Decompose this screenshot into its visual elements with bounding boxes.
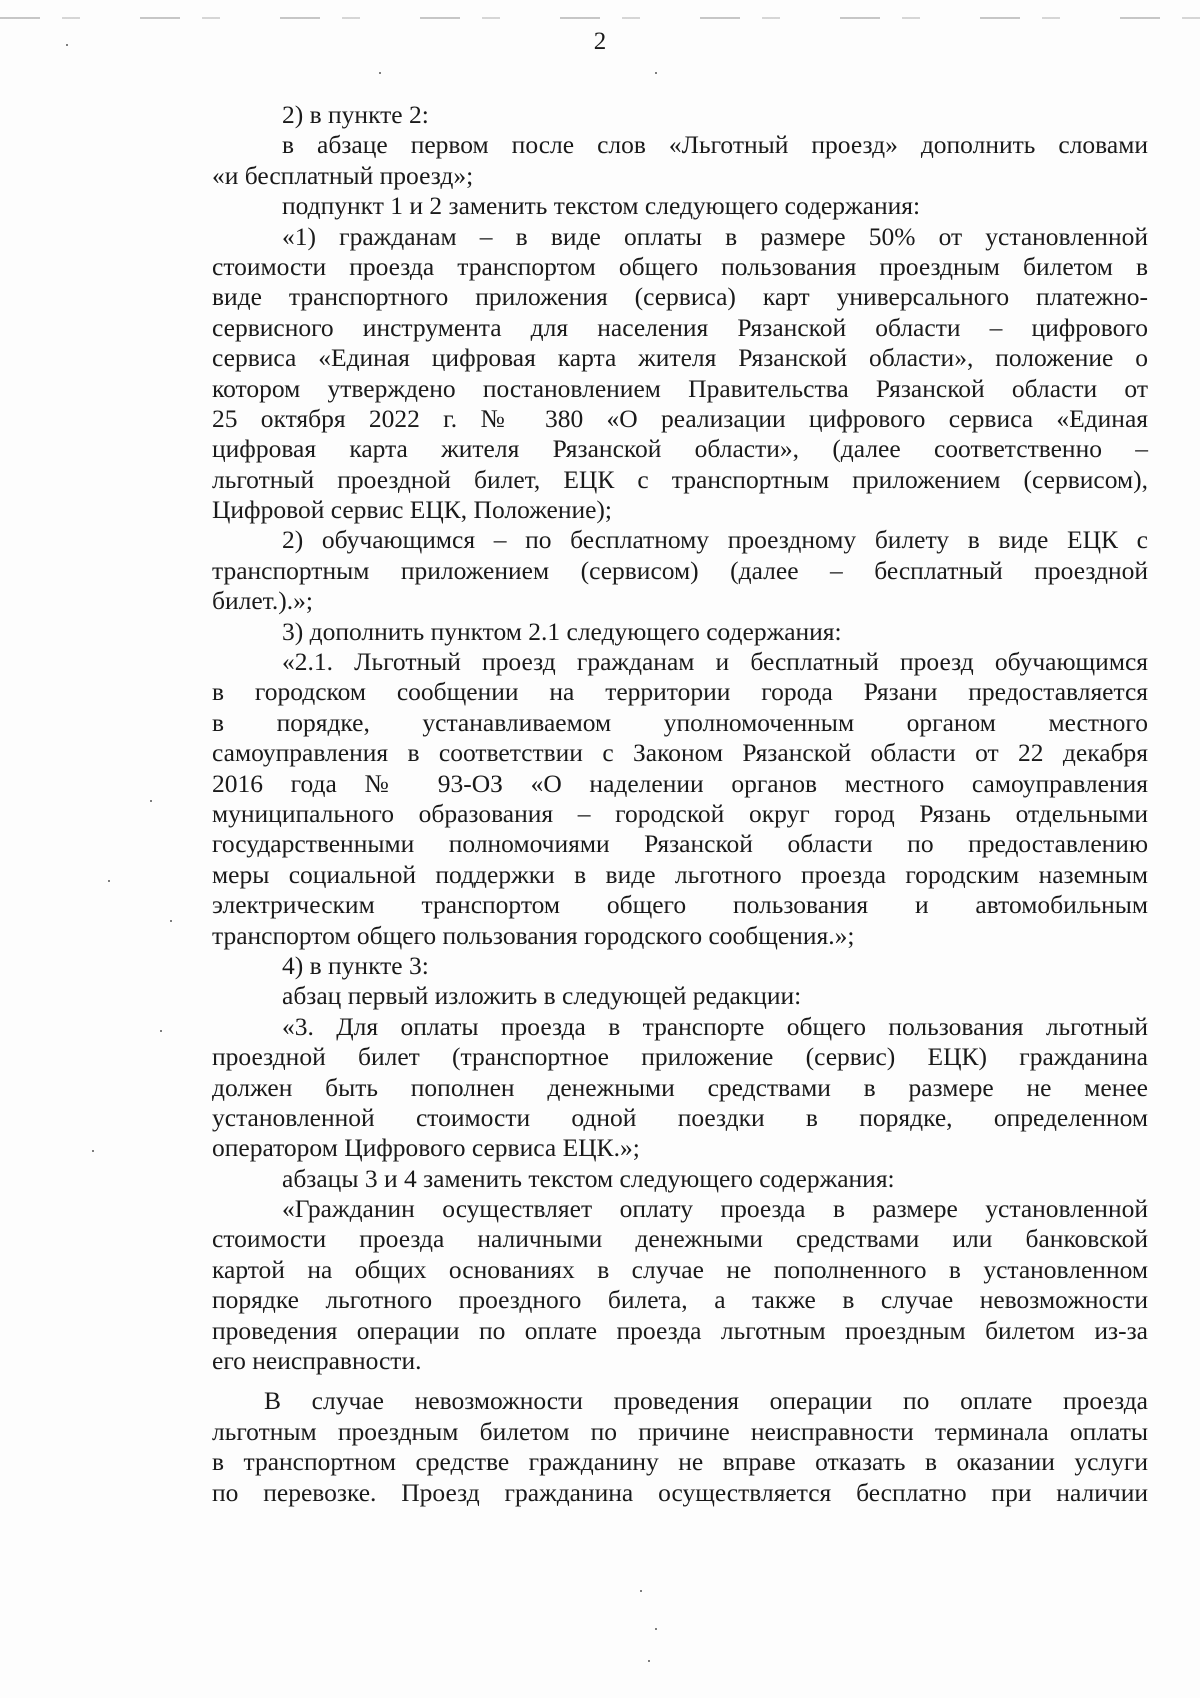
text-line: подпункт 1 и 2 заменить текстом следующего содержания: <box>282 191 921 221</box>
text-line: «Гражданин осуществляет оплату проезда в размере установленной <box>282 1194 1148 1224</box>
text-line: его неисправности. <box>212 1346 422 1376</box>
text-line: стоимости проезда наличными денежными средствами или банковской <box>212 1224 1148 1254</box>
text-line: порядке льготного проездного билета, а также в случае невозможности <box>212 1285 1148 1315</box>
scan-speck <box>655 1628 657 1630</box>
text-line: меры социальной поддержки в виде льготного проезда городским наземным <box>212 859 1148 889</box>
text-line: льготным проездным билетом по причине неисправности терминала оплаты <box>212 1416 1148 1446</box>
text-line: транспортом общего пользования городского сообщения.»; <box>212 920 855 950</box>
scan-edge-artifact <box>0 17 1200 19</box>
text-line: в абзаце первом после слов «Льготный проезд» дополнить словами <box>282 130 1148 160</box>
text-line: транспортным приложением (сервисом) (далее – бесплатный проездной <box>212 555 1148 585</box>
text-line: котором утверждено постановлением Правительства Рязанской области от <box>212 373 1148 403</box>
text-line: стоимости проезда транспортом общего пользования проездным билетом в <box>212 251 1148 281</box>
text-line: самоуправления в соответствии с Законом Рязанской области от 22 декабря <box>212 738 1148 768</box>
text-line: цифровая карта жителя Рязанской области», (далее соответственно – <box>212 434 1148 464</box>
text-line: 25 октября 2022 г. № 380 «О реализации цифрового сервиса «Единая <box>212 403 1148 433</box>
paragraph-gap <box>212 1376 1148 1386</box>
text-line: виде транспортного приложения (сервиса) карт универсального платежно- <box>212 282 1148 312</box>
text-line: муниципального образования – городской округ город Рязань отдельными <box>212 798 1148 828</box>
text-line: «3. Для оплаты проезда в транспорте общего пользования льготный <box>282 1011 1148 1041</box>
text-line: проездной билет (транспортное приложение (сервис) ЕЦК) гражданина <box>212 1042 1148 1072</box>
text-line: абзацы 3 и 4 заменить текстом следующего содержания: <box>282 1163 895 1193</box>
text-line: 4) в пункте 3: <box>282 950 429 980</box>
scan-speck <box>150 800 152 802</box>
scan-speck <box>379 72 381 74</box>
text-line: «2.1. Льготный проезд гражданам и бесплатный проезд обучающимся <box>282 647 1148 677</box>
page-number: 2 <box>593 28 607 55</box>
text-line: 2) в пункте 2: <box>282 100 429 129</box>
text-line: в транспортном средстве гражданину не вправе отказать в оказании услуги <box>212 1447 1148 1477</box>
scan-speck <box>160 1030 162 1032</box>
text-line: сервиса «Единая цифровая карта жителя Рязанской области», положение о <box>212 343 1148 373</box>
scan-speck <box>92 1150 94 1152</box>
scan-speck <box>108 880 110 882</box>
scan-speck <box>170 920 172 922</box>
text-line: 2016 года № 93-ОЗ «О наделении органов местного самоуправления <box>212 768 1148 798</box>
text-line: льготный проездной билет, ЕЦК с транспортным приложением (сервисом), <box>212 464 1148 494</box>
scan-speck <box>66 44 68 46</box>
text-line: В случае невозможности проведения операции по оплате проезда <box>264 1386 1148 1416</box>
text-line: картой на общих основаниях в случае не пополненного в установленном <box>212 1254 1148 1284</box>
scan-speck <box>655 72 657 74</box>
text-line: по перевозке. Проезд гражданина осуществляется бесплатно при наличии <box>212 1477 1148 1507</box>
text-line: электрическим транспортом общего пользования и автомобильным <box>212 890 1148 920</box>
text-line: в городском сообщении на территории города Рязани предоставляется <box>212 677 1148 707</box>
text-line: проведения операции по оплате проезда льготным проездным билетом из-за <box>212 1315 1148 1345</box>
text-line: Цифровой сервис ЕЦК, Положение); <box>212 495 613 525</box>
text-line: билет.).»; <box>212 586 313 616</box>
text-line: «и бесплатный проезд»; <box>212 160 474 190</box>
text-line: государственными полномочиями Рязанской области по предоставлению <box>212 829 1148 859</box>
scan-speck <box>648 1660 650 1662</box>
text-line: установленной стоимости одной поездки в порядке, определенном <box>212 1102 1148 1132</box>
text-line: 2) обучающимся – по бесплатному проездному билету в виде ЕЦК с <box>282 525 1148 555</box>
text-line: должен быть пополнен денежными средствами в размере не менее <box>212 1072 1148 1102</box>
text-line: в порядке, устанавливаемом уполномоченным органом местного <box>212 707 1148 737</box>
text-line: оператором Цифрового сервиса ЕЦК.»; <box>212 1133 640 1163</box>
text-line: сервисного инструмента для населения Рязанской области – цифрового <box>212 312 1148 342</box>
document-body <box>212 100 1148 1508</box>
text-line: «1) гражданам – в виде оплаты в размере 50% от установленной <box>282 221 1148 251</box>
text-line: 3) дополнить пунктом 2.1 следующего содержания: <box>282 616 842 646</box>
text-line: абзац первый изложить в следующей редакции: <box>282 981 802 1011</box>
scan-speck <box>640 1590 642 1592</box>
